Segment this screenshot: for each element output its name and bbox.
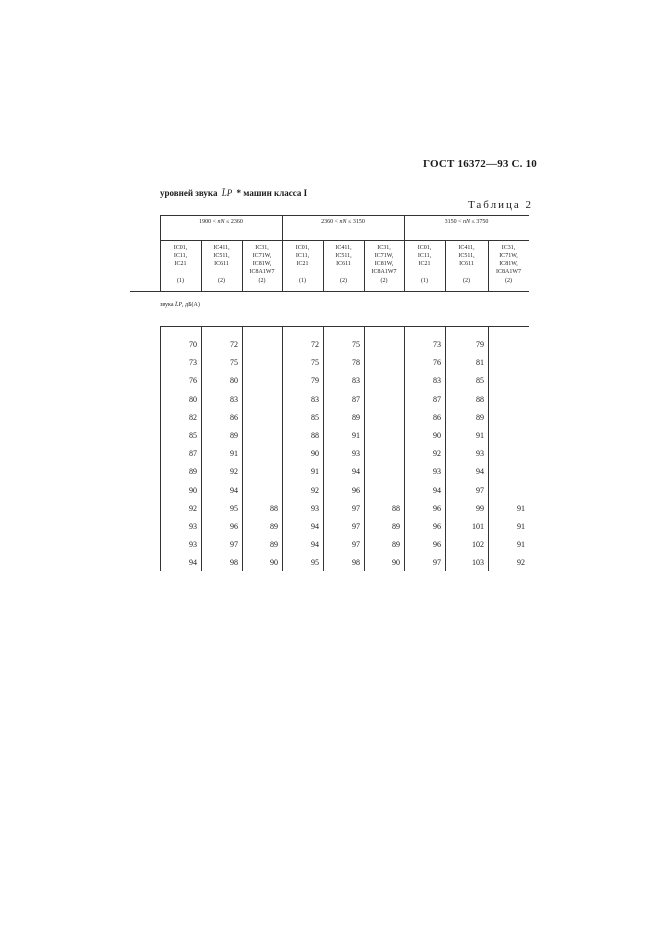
- table-cell: 75: [311, 358, 319, 368]
- cooling-method-codes: IC411, IC511, IC611: [213, 245, 230, 267]
- table-cell: 102: [472, 540, 484, 550]
- table-cell: 97: [352, 540, 360, 550]
- speed-range-header: 3150 < nN ≤ 3750: [444, 219, 489, 225]
- column-note: (2): [340, 278, 347, 284]
- cooling-method-codes: IC01, IC11, IC21: [295, 245, 310, 267]
- cooling-method-codes: IC411, IC511, IC611: [458, 245, 475, 267]
- table-cell: 96: [433, 503, 441, 513]
- table-cell: 98: [230, 558, 238, 568]
- table-cell: 89: [230, 431, 238, 440]
- table-cell: 91: [352, 431, 360, 440]
- table-cell: 88: [311, 431, 319, 440]
- row-label: звука L̄P, дБ(А): [160, 302, 200, 308]
- table-label: Таблица 2: [467, 199, 533, 211]
- table-cell: 86: [230, 412, 238, 422]
- table-cell: 86: [433, 412, 441, 422]
- table-cell: 95: [311, 558, 319, 568]
- table-cell: 89: [352, 412, 360, 422]
- table-cell: 89: [270, 540, 278, 550]
- table-rule: [160, 240, 529, 241]
- table-cell: 88: [392, 503, 400, 513]
- table-cell: 97: [433, 558, 441, 568]
- table-cell: 81: [476, 358, 484, 368]
- column-note: (2): [218, 278, 225, 284]
- caption-suffix: * машин класса I: [236, 188, 308, 198]
- column-rule: [323, 326, 324, 571]
- cooling-method-codes: IC31, IC71W, IC81W, IC8A1W7: [496, 245, 521, 275]
- table-cell: 87: [189, 449, 197, 459]
- table-cell: 92: [517, 558, 525, 568]
- speed-range-header: 1900 < nN ≤ 2360: [199, 219, 243, 225]
- cooling-method-codes: IC411, IC511, IC611: [335, 245, 352, 267]
- table-cell: 97: [230, 540, 238, 550]
- table-cell: 91: [476, 431, 484, 440]
- cooling-method-codes: IC31, IC71W, IC81W, IC8A1W7: [249, 245, 275, 275]
- table-cell: 73: [433, 340, 441, 349]
- table-cell: 93: [476, 449, 484, 459]
- table-cell: 90: [392, 558, 400, 568]
- column-rule: [160, 326, 161, 571]
- table-cell: 93: [311, 503, 319, 513]
- table-cell: 91: [311, 467, 319, 477]
- column-rule: [242, 326, 243, 571]
- table-rule: [160, 326, 529, 327]
- table-cell: 98: [352, 558, 360, 568]
- page-header: ГОСТ 16372—93 С. 10: [423, 158, 537, 170]
- table-cell: 83: [311, 394, 319, 404]
- table-cell: 94: [189, 558, 197, 568]
- table-cell: 96: [230, 522, 238, 531]
- cooling-method-codes: IC31, IC71W, IC81W, IC8A1W7: [371, 245, 397, 275]
- table-cell: 94: [311, 522, 319, 531]
- column-note: (2): [463, 278, 470, 284]
- table-cell: 87: [352, 394, 360, 404]
- table-cell: 92: [189, 503, 197, 513]
- table-cell: 78: [352, 358, 360, 368]
- table-cell: 94: [476, 467, 484, 477]
- table-cell: 94: [352, 467, 360, 477]
- table-cell: 85: [189, 431, 197, 440]
- table-cell: 76: [189, 376, 197, 386]
- table-cell: 72: [230, 340, 238, 349]
- table-cell: 90: [189, 485, 197, 495]
- table-cell: 88: [270, 503, 278, 513]
- table-cell: 92: [311, 485, 319, 495]
- table-cell: 79: [476, 340, 484, 349]
- noise-level-table: [160, 215, 529, 571]
- caption-symbol: L̄P: [221, 188, 233, 198]
- table-cell: 95: [230, 503, 238, 513]
- table-cell: 101: [472, 522, 484, 531]
- table-cell: 91: [230, 449, 238, 459]
- table-cell: 89: [270, 522, 278, 531]
- cooling-method-codes: IC01, IC11, IC21: [417, 245, 432, 267]
- table-cell: 83: [352, 376, 360, 386]
- table-cell: 92: [433, 449, 441, 459]
- table-cell: 94: [311, 540, 319, 550]
- table-cell: 89: [476, 412, 484, 422]
- table-cell: 89: [392, 522, 400, 531]
- table-cell: 97: [352, 522, 360, 531]
- table-cell: 103: [472, 558, 484, 568]
- table-cell: 90: [311, 449, 319, 459]
- table-rule: [130, 291, 529, 292]
- column-rule: [488, 326, 489, 571]
- table-cell: 87: [433, 394, 441, 404]
- table-cell: 99: [476, 503, 484, 513]
- table-cell: 90: [270, 558, 278, 568]
- table-cell: 90: [433, 431, 441, 440]
- caption-prefix: уровней звука: [160, 188, 218, 198]
- speed-range-header: 2360 < nN ≤ 3150: [321, 219, 365, 225]
- column-note: (2): [380, 278, 388, 284]
- column-rule: [445, 326, 446, 571]
- table-cell: 93: [433, 467, 441, 477]
- table-cell: 91: [517, 503, 525, 513]
- table-cell: 83: [230, 394, 238, 404]
- table-cell: 97: [476, 485, 484, 495]
- table-cell: 97: [352, 503, 360, 513]
- table-cell: 72: [311, 340, 319, 349]
- column-rule: [282, 326, 283, 571]
- table-cell: 96: [352, 485, 360, 495]
- column-note: (2): [505, 278, 512, 284]
- table-cell: 80: [230, 376, 238, 386]
- column-rule: [364, 326, 365, 571]
- table-cell: 93: [189, 522, 197, 531]
- column-note: (1): [177, 278, 184, 284]
- table-cell: 80: [189, 394, 197, 404]
- table-cell: 83: [433, 376, 441, 386]
- table-cell: 94: [433, 485, 441, 495]
- table-cell: 75: [352, 340, 360, 349]
- table-cell: 79: [311, 376, 319, 386]
- table-cell: 91: [517, 522, 525, 531]
- table-cell: 96: [433, 522, 441, 531]
- table-cell: 92: [230, 467, 238, 477]
- cooling-method-codes: IC01, IC11, IC21: [173, 245, 188, 267]
- column-rule: [404, 326, 405, 571]
- table-cell: 93: [189, 540, 197, 550]
- table-cell: 96: [433, 540, 441, 550]
- column-note: (2): [258, 278, 266, 284]
- table-caption: [160, 188, 307, 198]
- table-cell: 89: [392, 540, 400, 550]
- table-cell: 76: [433, 358, 441, 368]
- table-cell: 93: [352, 449, 360, 459]
- column-note: (1): [299, 278, 306, 284]
- table-cell: 82: [189, 412, 197, 422]
- table-cell: 88: [476, 394, 484, 404]
- table-cell: 89: [189, 467, 197, 477]
- table-cell: 91: [517, 540, 525, 550]
- table-cell: 85: [311, 412, 319, 422]
- table-rule: [160, 215, 529, 216]
- table-cell: 70: [189, 340, 197, 349]
- table-cell: 94: [230, 485, 238, 495]
- table-cell: 73: [189, 358, 197, 368]
- column-note: (1): [421, 278, 428, 284]
- column-rule: [201, 326, 202, 571]
- table-cell: 85: [476, 376, 484, 386]
- table-cell: 75: [230, 358, 238, 368]
